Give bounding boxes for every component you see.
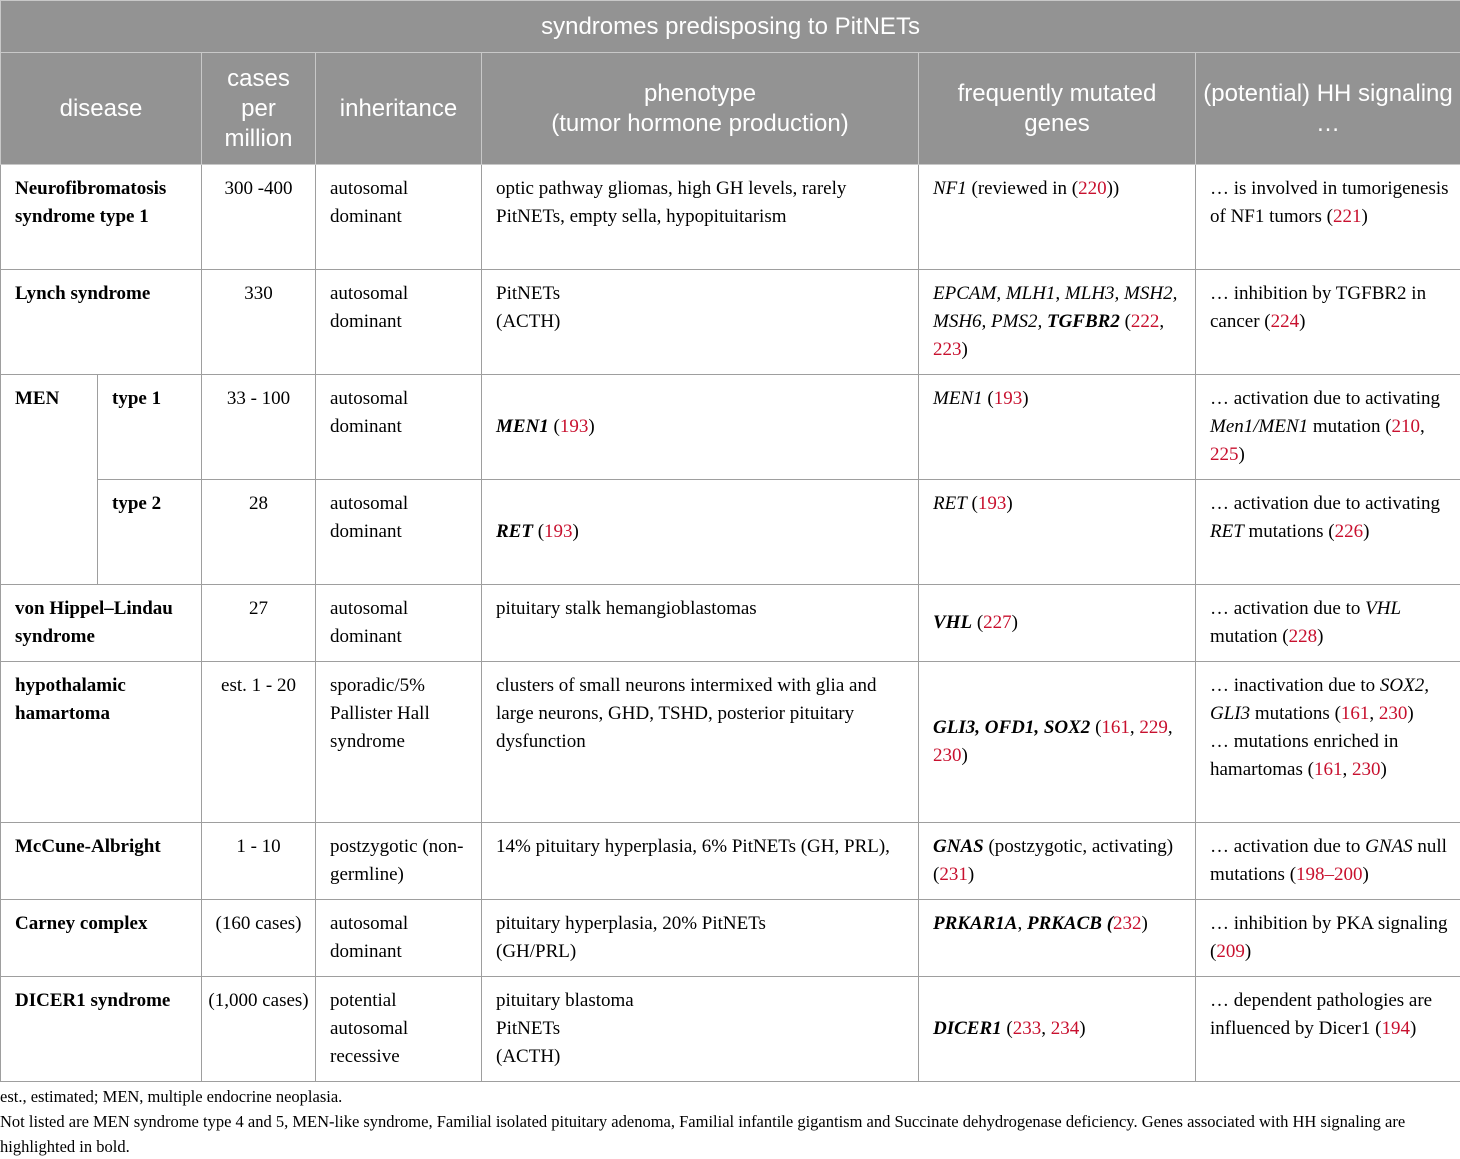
gene-name-hh: RET [496,521,533,542]
text: , [1420,416,1425,437]
reference-link[interactable]: 222 [1130,311,1160,332]
phenotype-line: (ACTH) [496,311,561,332]
disease-cell: hypothalamic hamartoma [1,662,202,823]
text: … inhibition by PKA signaling ( [1210,913,1448,962]
gene-name-hh: DICER1 [933,1018,1002,1039]
disease-cell: Carney complex [1,900,202,977]
cases-cell: (160 cases) [202,900,316,977]
cases-cell: 1 - 10 [202,823,316,900]
genes-cell [919,480,1196,585]
gene-name: SOX2, GLI3 [1210,675,1429,724]
reference-link[interactable]: 193 [544,521,573,542]
reference-link[interactable]: 226 [1334,521,1364,542]
text: … activation due to [1210,836,1366,857]
phenotype-cell: pituitary stalk hemangioblastomas [482,585,919,662]
phenotype-cell: optic pathway gliomas, high GH levels, rarely PitNETs, empty sella, hypopituitarism [482,165,919,270]
genes-cell [919,375,1196,480]
gene-name-hh: MEN1 [496,416,549,437]
gene-name-hh: PRKACB [1026,913,1102,934]
text: , [1342,759,1352,780]
phenotype-cell [482,270,919,375]
disease-cell: McCune-Albright [1,823,202,900]
text: ( [1090,717,1102,738]
cases-cell: 28 [202,480,316,585]
text: ) [1299,311,1306,332]
disease-cell: von Hippel–Lindau syndrome [1,585,202,662]
text: … activation due to [1210,598,1366,619]
text: ) [1361,206,1368,227]
header-phenotype [482,53,919,165]
phenotype-cell: clusters of small neurons intermixed with glia and large neurons, GHD, TSHD, posterior pituitary dysfunction [482,662,919,823]
table-row [1,900,1460,977]
reference-link[interactable]: 194 [1381,1018,1410,1039]
text: )) [1106,178,1120,199]
gene-name-hh: GNAS [933,836,984,857]
text: ( [532,521,545,542]
footnote-not-listed: Not listed are MEN syndrome type 4 and 5, MEN-like syndrome, Familial isolated pituitary adenoma, Familial infantile gigantism and Succinate dehydrogenase deficiency. Genes associated with HH signaling are highlighted in bold. [0,1112,1406,1156]
text: null mutations ( [1210,836,1447,885]
hh-cell [1196,270,1460,375]
text: … activation due to activating [1210,493,1441,514]
disease-cell: Neurofibromatosis syndrome type 1 [1,165,202,270]
genes-cell [919,662,1196,823]
text: … dependent pathologies are influenced by Dicer1 ( [1210,990,1433,1039]
header-hh-signaling: (potential) HH signaling … [1196,53,1460,165]
text: ) [1011,612,1018,633]
text: ( [1119,311,1131,332]
gene-name-hh: VHL [933,612,973,633]
phenotype-line: PitNETs [496,283,561,304]
reference-link[interactable]: 161 [1340,703,1370,724]
hh-cell [1196,375,1460,480]
reference-link[interactable]: 193 [993,388,1023,409]
reference-link[interactable]: 230 [1378,703,1408,724]
table-row [1,165,1460,270]
reference-link[interactable]: 221 [1332,206,1362,227]
header-inheritance: inheritance [316,53,482,165]
text: ) [1141,913,1148,934]
inheritance-cell: autosomal dominant [316,165,482,270]
phenotype-line: PitNETs [496,1018,561,1039]
text: mutations ( [1243,521,1335,542]
reference-link[interactable]: 161 [1313,759,1343,780]
reference-link[interactable]: 193 [977,493,1007,514]
reference-link[interactable]: 234 [1050,1018,1080,1039]
text: ) [572,521,579,542]
text: ) [1317,626,1324,647]
text: (postzygotic, activating) ( [933,836,1174,885]
reference-link[interactable]: 223 [933,339,962,360]
table-row [1,270,1460,375]
text: ) [1079,1018,1086,1039]
disease-cell: DICER1 syndrome [1,977,202,1082]
inheritance-cell: autosomal dominant [316,480,482,585]
gene-name-hh: PRKAR1A [933,913,1018,934]
text: … inactivation due to [1210,675,1380,696]
text: ) [1244,941,1252,962]
text: ) [961,745,968,766]
reference-link[interactable]: 228 [1288,626,1318,647]
hh-cell [1196,977,1460,1082]
genes-cell [919,165,1196,270]
text: ) [1006,493,1013,514]
text: ( [972,612,984,633]
cases-cell: est. 1 - 20 [202,662,316,823]
text: , [1159,311,1165,332]
reference-link[interactable]: 233 [1012,1018,1042,1039]
cases-cell: 300 -400 [202,165,316,270]
text: , [1129,717,1140,738]
reference-link[interactable]: 209 [1216,941,1245,962]
genes-cell [919,270,1196,375]
reference-link[interactable]: 161 [1101,717,1130,738]
hh-cell [1196,823,1460,900]
gene-name: EPCAM, MLH1, MLH3, MSH2, MSH6, PMS2, [933,283,1178,332]
phenotype-cell [482,375,919,480]
header-disease: disease [1,53,202,165]
text: ) [961,339,968,360]
text: ) [1380,759,1387,780]
text: mutations ( [1250,703,1341,724]
gene-name: RET [933,493,967,514]
reference-link[interactable]: 225 [1210,444,1239,465]
cases-cell: 330 [202,270,316,375]
hh-line [1210,672,1452,728]
text: mutation ( [1210,626,1289,647]
table-caption: syndromes predisposing to PitNETs [1,1,1460,53]
genes-cell [919,900,1196,977]
phenotype-line: (ACTH) [496,1046,561,1067]
genes-cell [919,977,1196,1082]
header-cases-per-million: cases per million [202,53,316,165]
hh-cell [1196,480,1460,585]
gene-name: NF1 [933,178,967,199]
hh-cell [1196,165,1460,270]
reference-link[interactable]: 220 [1078,178,1107,199]
table-row [1,977,1460,1082]
genes-cell [919,585,1196,662]
text: , [1041,1018,1051,1039]
text: ) [1363,521,1370,542]
gene-name: Men1/MEN1 [1210,416,1309,437]
phenotype-cell [482,900,919,977]
table-row [1,480,1460,585]
reference-link[interactable]: 198–200 [1296,864,1363,885]
phenotype-cell [482,977,919,1082]
gene-name-hh: TGFBR2 [1046,311,1120,332]
text: ) [967,864,975,885]
cases-cell: 33 - 100 [202,375,316,480]
phenotype-line: pituitary hyperplasia, 20% PitNETs [496,913,766,934]
text: , [1369,703,1379,724]
text: … mutations enriched in hamartomas ( [1210,731,1399,780]
gene-name: GNAS [1365,836,1413,857]
text: , [1167,717,1173,738]
text: … activation due to activating [1210,388,1441,409]
text: ) [1238,444,1245,465]
hh-line [1210,728,1452,784]
table-row [1,585,1460,662]
reference-link[interactable]: 224 [1270,311,1300,332]
text: ) [588,416,595,437]
header-phenotype-line2: (tumor hormone production) [551,109,849,137]
phenotype-cell: 14% pituitary hyperplasia, 6% PitNETs (GH, PRL), [482,823,919,900]
reference-link[interactable]: 210 [1391,416,1421,437]
text: ) [1407,703,1414,724]
inheritance-cell: autosomal dominant [316,270,482,375]
disease-cell: Lynch syndrome [1,270,202,375]
inheritance-cell: autosomal dominant [316,900,482,977]
text: , [1017,913,1027,934]
gene-name: RET [1210,521,1244,542]
genes-cell [919,823,1196,900]
cases-cell: 27 [202,585,316,662]
phenotype-line: (GH/PRL) [496,941,577,962]
text: (reviewed in ( [966,178,1079,199]
text: ( [548,416,560,437]
table-row [1,823,1460,900]
gene-name-hh: GLI3, OFD1, SOX2 [933,717,1091,738]
text: … is involved in tumorigenesis of NF1 tumors ( [1210,178,1449,227]
text: ( [1106,913,1114,934]
reference-link[interactable]: 193 [559,416,589,437]
hh-cell [1196,662,1460,823]
text: ( [982,388,994,409]
reference-link[interactable]: 232 [1113,913,1142,934]
text: ) [1409,1018,1417,1039]
inheritance-cell: autosomal dominant [316,375,482,480]
table-row [1,375,1460,480]
gene-name: VHL [1365,598,1402,619]
text: mutation ( [1308,416,1392,437]
reference-link[interactable]: 230 [933,745,962,766]
reference-link[interactable]: 227 [983,612,1012,633]
phenotype-line: pituitary blastoma [496,990,634,1011]
inheritance-cell: potential autosomal recessive [316,977,482,1082]
hh-cell [1196,585,1460,662]
reference-link[interactable]: 229 [1139,717,1168,738]
header-mutated-genes: frequently mutated genes [919,53,1196,165]
subtype-cell: type 1 [98,375,202,480]
text: ( [1001,1018,1013,1039]
header-phenotype-line1: phenotype [643,79,757,107]
hh-cell [1196,900,1460,977]
text: ( [966,493,978,514]
text: … inhibition by TGFBR2 in cancer ( [1210,283,1427,332]
footnote-abbreviations: est., estimated; MEN, multiple endocrine neoplasia. [0,1087,343,1106]
phenotype-cell [482,480,919,585]
inheritance-cell: postzygotic (non-germline) [316,823,482,900]
table-footnotes [0,1084,1460,1159]
reference-link[interactable]: 231 [939,864,968,885]
reference-link[interactable]: 230 [1351,759,1381,780]
gene-name: MEN1 [933,388,983,409]
inheritance-cell: autosomal dominant [316,585,482,662]
text: ) [1362,864,1369,885]
disease-group-cell: MEN [1,375,98,585]
cases-cell: (1,000 cases) [202,977,316,1082]
subtype-cell: type 2 [98,480,202,585]
table-row [1,662,1460,823]
inheritance-cell: sporadic/5% Pallister Hall syndrome [316,662,482,823]
text: ) [1022,388,1029,409]
